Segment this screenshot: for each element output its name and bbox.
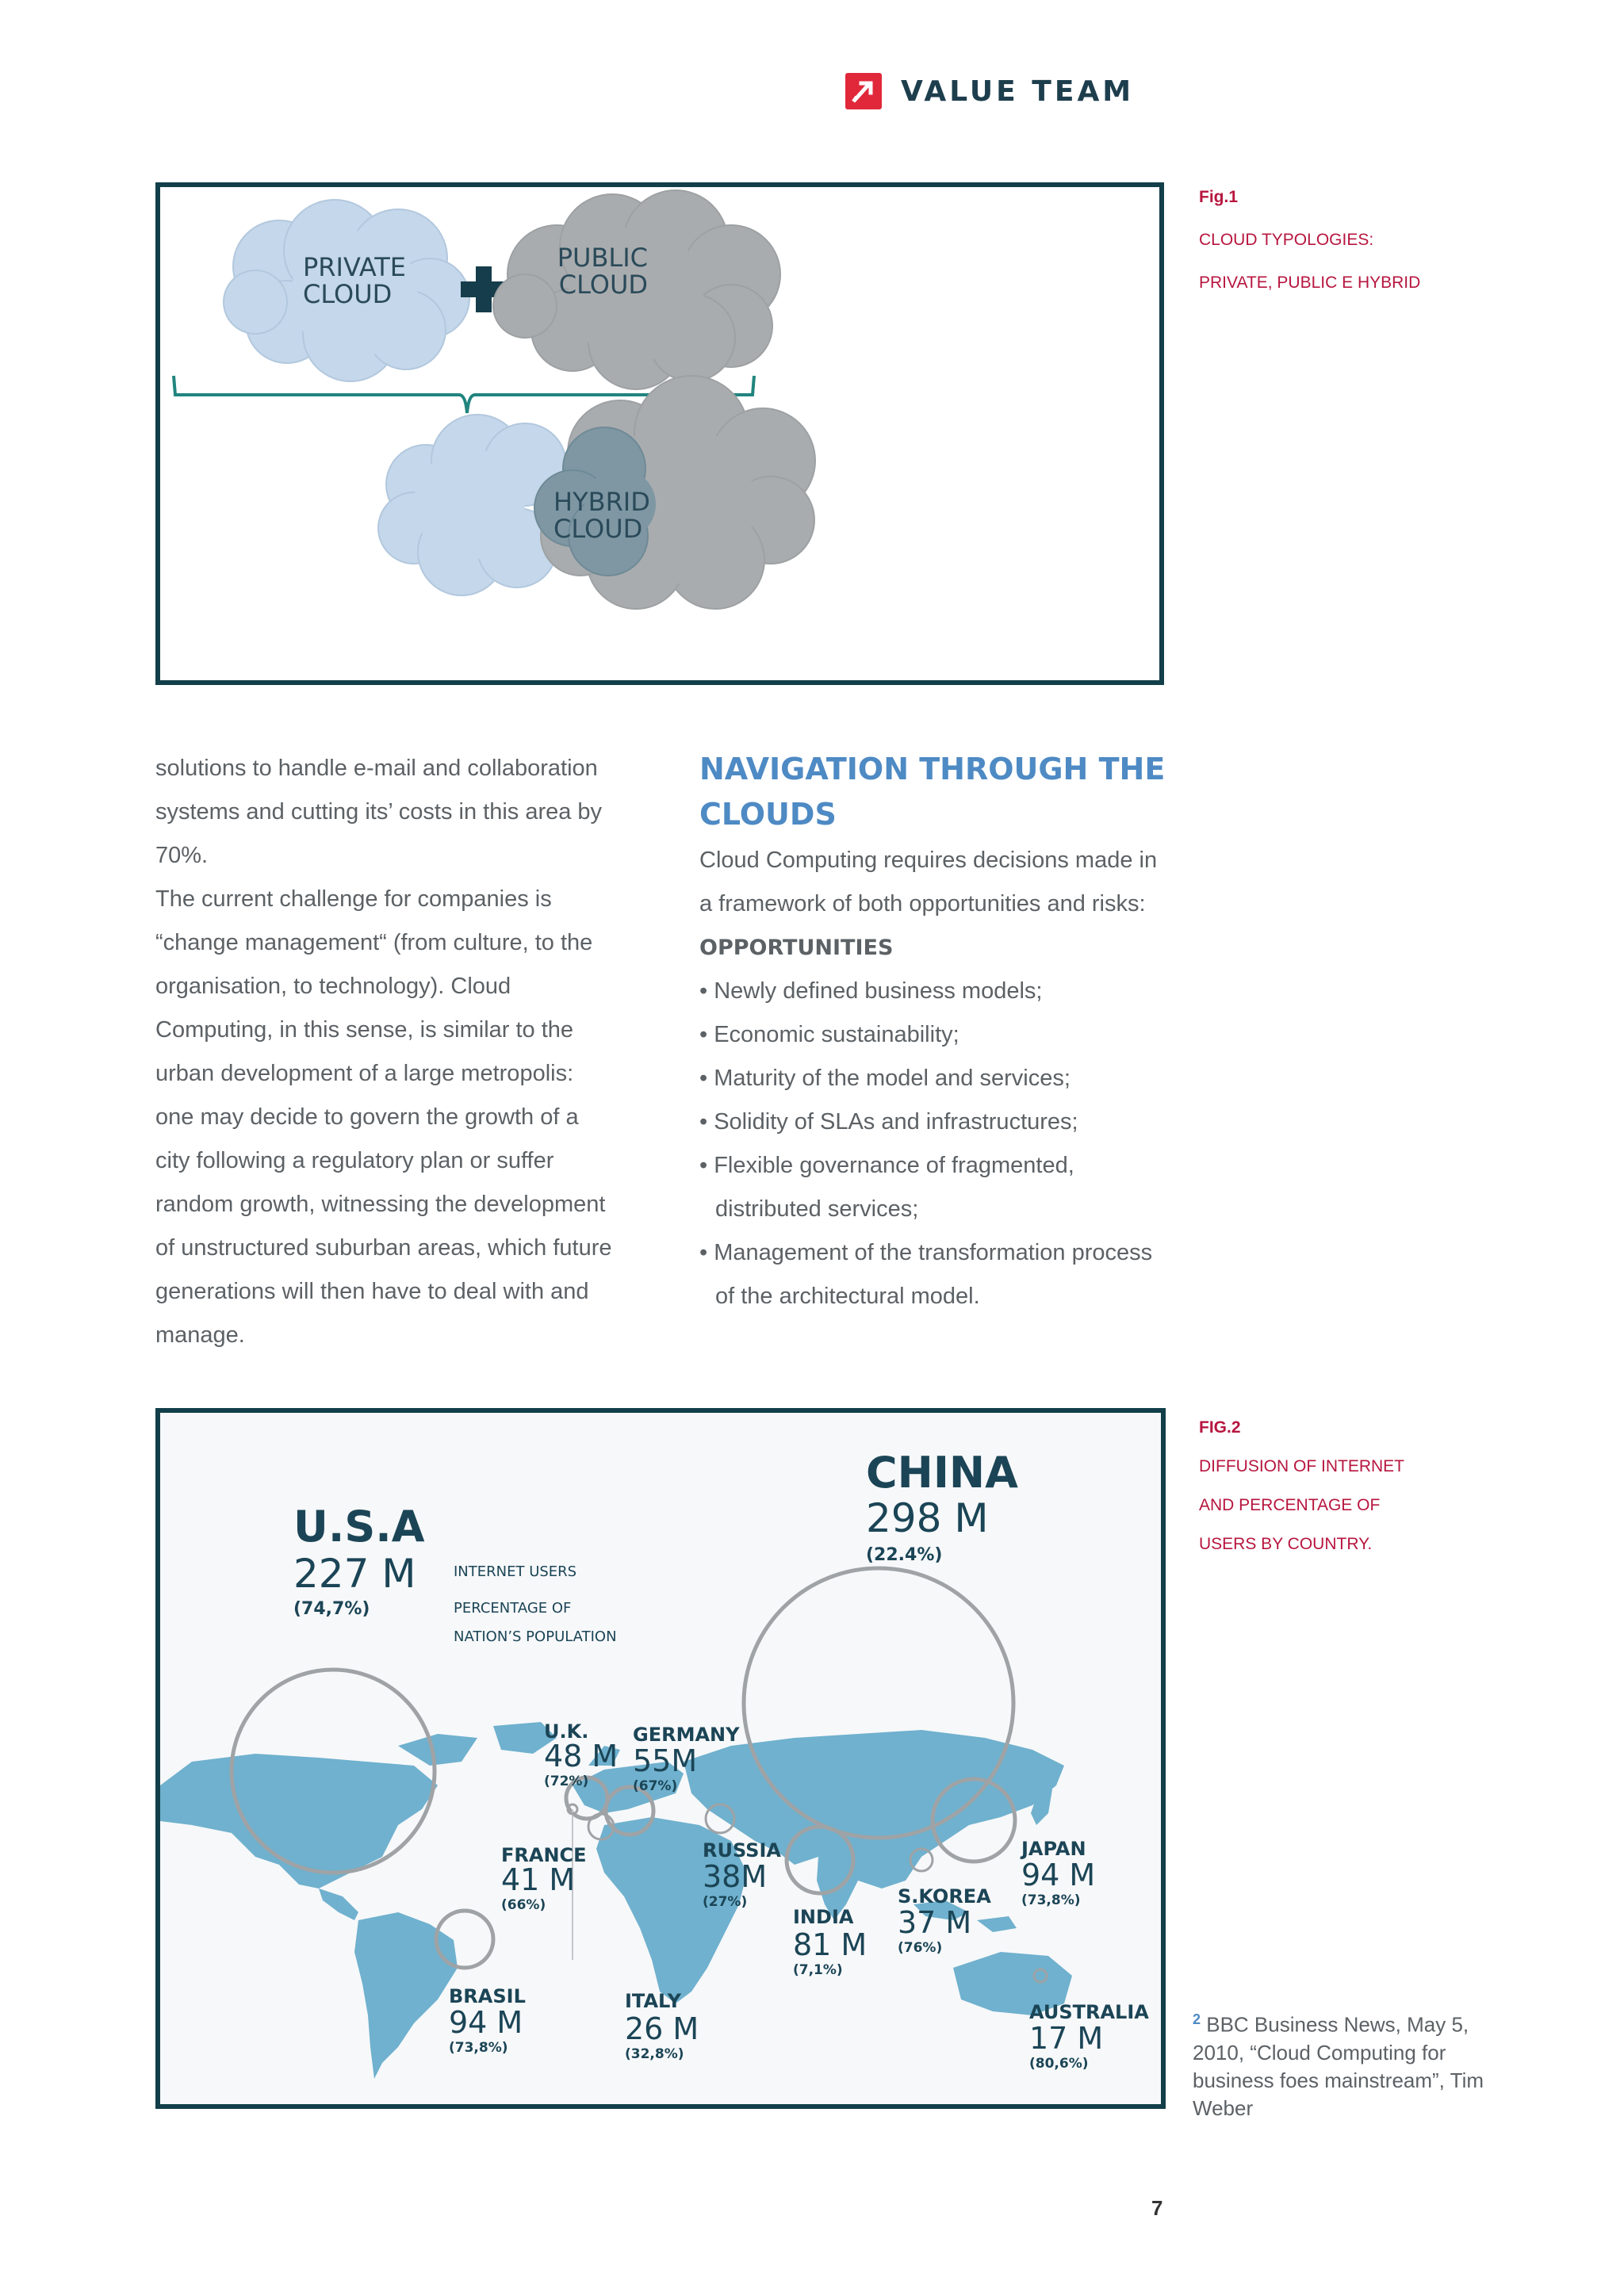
- paragraph-line: systems and cutting its’ costs in this area by: [155, 799, 603, 825]
- section-title: [699, 747, 1175, 837]
- country-label-india: [793, 1906, 867, 1978]
- country-users: 227 M: [293, 1551, 416, 1597]
- country-users: 298 M: [866, 1495, 989, 1541]
- country-label-japan: [1020, 1838, 1095, 1908]
- country-label-australia: [1029, 2001, 1149, 2072]
- value-team-logo-icon: [845, 73, 882, 109]
- hybrid-cloud-label-line1: HYBRID: [553, 487, 650, 517]
- body-text-left: [155, 747, 647, 1357]
- figure-internet-diffusion-map: [155, 1408, 1166, 2109]
- country-pct: (27%): [703, 1894, 748, 1910]
- country-pct: (67%): [633, 1778, 678, 1794]
- brand-logo: [845, 73, 1134, 109]
- country-pct: (32,8%): [625, 2046, 684, 2062]
- bullet-item: • Newly defined business models;: [699, 978, 1043, 1004]
- country-pct: (72%): [544, 1774, 589, 1789]
- country-label-brasil: [449, 1985, 526, 2056]
- country-users: 94 M: [1021, 1858, 1096, 1892]
- country-users: 38M: [703, 1859, 768, 1894]
- bullet-item: • Economic sustainability;: [699, 1022, 959, 1047]
- private-cloud-label-line1: PRIVATE: [303, 252, 406, 282]
- paragraph-line: of unstructured suburban areas, which future: [155, 1235, 612, 1261]
- country-pct: (73,8%): [449, 2040, 508, 2056]
- country-pct: (73,8%): [1021, 1892, 1081, 1908]
- country-name: FRANCE: [501, 1844, 587, 1866]
- figure2-number: FIG.2: [1199, 1418, 1241, 1437]
- country-pct: (74,7%): [293, 1599, 370, 1619]
- figure2-caption: [1199, 1408, 1404, 1563]
- bullet-item: • Management of the transformation process of the architectural model.: [699, 1240, 1153, 1309]
- private-cloud-label-line2: CLOUD: [303, 279, 393, 309]
- country-name: U.S.A: [293, 1502, 425, 1552]
- paragraph-line: solutions to handle e-mail and collaboration: [155, 756, 598, 781]
- figure1-number: Fig.1: [1199, 188, 1239, 206]
- country-name: S.KOREA: [898, 1885, 991, 1908]
- country-label-skorea: [898, 1885, 991, 1956]
- intro-line: a framework of both opportunities and risks:: [699, 891, 1146, 916]
- country-users: 81 M: [793, 1927, 868, 1962]
- body-text-right: [699, 747, 1175, 1318]
- paragraph-line: urban development of a large metropolis:: [155, 1061, 574, 1086]
- page-number: 7: [1151, 2196, 1163, 2220]
- public-cloud-label-line2: CLOUD: [558, 270, 648, 300]
- paragraph-line: organisation, to technology). Cloud: [155, 974, 511, 999]
- country-users: 26 M: [625, 2011, 699, 2046]
- hybrid-cloud-label-line2: CLOUD: [553, 514, 643, 544]
- section-title-line2: CLOUDS: [699, 797, 837, 832]
- country-users: 48 M: [544, 1739, 619, 1774]
- figure1-caption: [1199, 176, 1420, 304]
- country-name: CHINA: [866, 1448, 1018, 1498]
- figure2-caption-line3: USERS BY COUNTRY.: [1199, 1535, 1373, 1553]
- footnote: [1193, 2006, 1510, 2122]
- country-pct: (22.4%): [866, 1545, 943, 1565]
- country-name: INDIA: [793, 1906, 854, 1928]
- figure1-caption-line1: CLOUD TYPOLOGIES:: [1199, 231, 1374, 249]
- country-name: JAPAN: [1021, 1838, 1086, 1860]
- country-name: U.K.: [544, 1720, 589, 1743]
- cloud-typologies-diagram: [160, 187, 1159, 680]
- country-pct: (7,1%): [793, 1962, 843, 1978]
- paragraph-line: The current challenge for companies is: [155, 886, 552, 912]
- country-users: 41 M: [501, 1862, 576, 1897]
- bullet-item: • Flexible governance of fragmented, distributed services;: [699, 1153, 1074, 1222]
- paragraph-line: “change management“ (from culture, to the: [155, 930, 593, 955]
- country-label-usa: [293, 1502, 425, 1619]
- country-name: RUSSIA: [703, 1839, 781, 1862]
- country-label-russia: [703, 1839, 781, 1910]
- country-users: 94 M: [449, 2005, 523, 2040]
- paragraph-line: generations will then have to deal with and: [155, 1279, 589, 1304]
- country-users: 37 M: [898, 1905, 972, 1940]
- country-pct: (76%): [898, 1940, 943, 1956]
- world-map-diagram: [160, 1413, 1161, 2104]
- paragraph-line: one may decide to govern the growth of a: [155, 1104, 579, 1130]
- country-pct: (66%): [501, 1897, 546, 1913]
- paragraph-line: manage.: [155, 1322, 245, 1348]
- intro-line: Cloud Computing requires decisions made in: [699, 848, 1158, 873]
- country-label-china: [866, 1448, 1018, 1565]
- opportunities-heading: OPPORTUNITIES: [699, 936, 894, 960]
- paragraph-line: random growth, witnessing the development: [155, 1192, 606, 1217]
- footnote-text: BBC Business News, May 5, 2010, “Cloud Computing for business foes mainstream”, Tim Weber: [1193, 2012, 1484, 2120]
- country-label-italy: [625, 1990, 699, 2062]
- brand-name: VALUE TEAM: [901, 75, 1135, 108]
- country-label-france: [501, 1844, 587, 1913]
- paragraph-line: city following a regulatory plan or suffer: [155, 1148, 554, 1173]
- figure2-caption-line2: AND PERCENTAGE OF: [1199, 1496, 1381, 1514]
- figure2-caption-line1: DIFFUSION OF INTERNET: [1199, 1457, 1404, 1475]
- country-users: 55M: [633, 1743, 698, 1778]
- public-cloud-label-line1: PUBLIC: [557, 243, 648, 273]
- bullet-item: • Solidity of SLAs and infrastructures;: [699, 1109, 1078, 1135]
- legend-pct-line1: PERCENTAGE OF: [454, 1600, 572, 1617]
- paragraph-line: 70%.: [155, 843, 209, 868]
- country-name: BRASIL: [449, 1985, 526, 2007]
- country-users: 17 M: [1029, 2021, 1104, 2056]
- country-name: AUSTRALIA: [1029, 2001, 1149, 2023]
- figure1-caption-line2: PRIVATE, PUBLIC E HYBRID: [1199, 274, 1421, 292]
- country-pct: (80,6%): [1029, 2056, 1089, 2072]
- country-name: GERMANY: [633, 1724, 740, 1746]
- country-name: ITALY: [625, 1990, 681, 2012]
- section-title-line1: NAVIGATION THROUGH THE: [699, 752, 1166, 786]
- figure-cloud-typologies: [155, 182, 1164, 685]
- legend-pct-line2: NATION’S POPULATION: [454, 1628, 617, 1645]
- footnote-mark: 2: [1193, 2011, 1201, 2027]
- paragraph-line: Computing, in this sense, is similar to the: [155, 1017, 574, 1043]
- bullet-item: • Maturity of the model and services;: [699, 1066, 1071, 1091]
- legend-users: INTERNET USERS: [454, 1563, 577, 1580]
